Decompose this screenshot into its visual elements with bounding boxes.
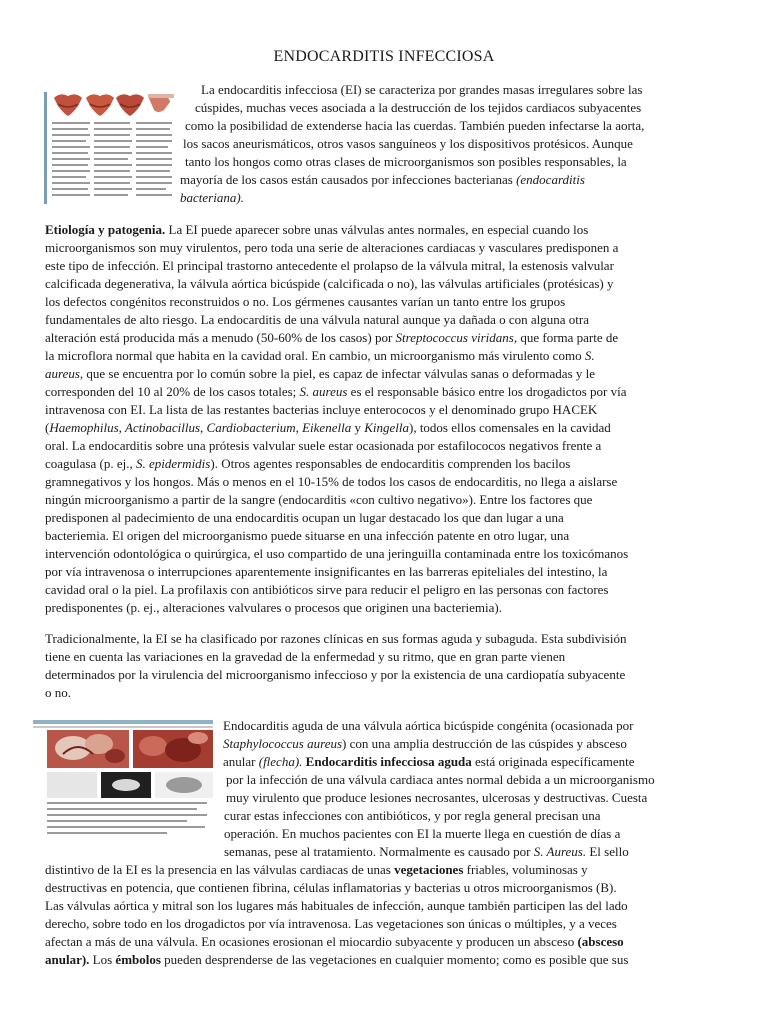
- text-run: por vía intravenosa o interrupciones aparentemente insignificantes en las barreras epiteliales del intestino, la: [45, 564, 608, 579]
- text-run: que se encuentra por lo común sobre la piel, es capaz de infectar válvulas sanas o deformadas y le: [83, 366, 596, 381]
- text-run: ningún microorganismo a partir de la sangre (endocarditis «con cultivo negativo»). Entre los factores que: [45, 492, 593, 507]
- text-line: [45, 437, 725, 455]
- bold-text: Endocarditis infecciosa aguda: [305, 754, 472, 769]
- text-line: [45, 861, 735, 879]
- text-run: los defectos congénitos reconstruidos o no. Los gérmenes causantes varían un tanto entre los grupos: [45, 294, 566, 309]
- text-line: [45, 807, 735, 825]
- text-run: (: [45, 420, 50, 435]
- text-run: es el responsable básico entre los drogadictos por vía: [347, 384, 627, 399]
- text-run: intervención odontológica o quirúrgica, el uso compartido de una jeringuilla contaminada entre los toxicómanos: [45, 546, 629, 561]
- italic-text: Kingella: [364, 420, 409, 435]
- text-line: [45, 753, 735, 771]
- italic-text: (flecha).: [258, 754, 303, 769]
- text-run: friables, voluminosas y: [463, 862, 588, 877]
- text-run: que forma parte de: [517, 330, 619, 345]
- text-run: ). Otros agentes responsables de endocarditis comprenden los bacilos: [210, 456, 571, 471]
- text-run: Tradicionalmente, la EI se ha clasificado por razones clínicas en sus formas aguda y subaguda. Esta subdivisión: [45, 631, 627, 646]
- text-run: este tipo de infección. El principal trastorno antecedente el prolapso de la válvula mitral, la estenosis valvular: [45, 258, 614, 273]
- text-line: [180, 153, 740, 171]
- italic-text: Staphylococcus aureus: [223, 736, 343, 751]
- italic-text: (endocarditis: [516, 172, 585, 187]
- text-line: [45, 684, 725, 702]
- text-run: o no.: [45, 685, 71, 700]
- text-run: Los: [89, 952, 116, 967]
- text-line: [45, 789, 735, 807]
- bold-text: anular).: [45, 952, 90, 967]
- text-run: Endocarditis aguda de una válvula aórtica bicúspide congénita (ocasionada por: [223, 718, 634, 733]
- text-line: [45, 735, 735, 753]
- text-line: [45, 311, 725, 329]
- italic-text: aureus,: [45, 366, 84, 381]
- text-line: [45, 951, 735, 969]
- text-line: [45, 221, 725, 239]
- text-line: [45, 347, 725, 365]
- text-run: curar estas infecciones con antibióticos, y por regla general precisan una: [224, 808, 601, 823]
- text-line: [45, 491, 725, 509]
- text-line: [180, 189, 740, 207]
- text-line: [45, 581, 725, 599]
- text-run: oral. La endocarditis sobre una prótesis valvular suele estar ocasionada por estafilococos negativos frente a: [45, 438, 602, 453]
- text-line: [45, 257, 725, 275]
- text-run: alteración está producida más a menudo (50-60% de los casos) por: [45, 330, 396, 345]
- text-run: la microflora normal que habita en la cavidad oral. En cambio, un microorganismo más virulento como: [45, 348, 585, 363]
- endocarditis-aguda-paragraph: [45, 717, 735, 969]
- text-run: tiene en cuenta las variaciones en la gravedad de la enfermedad y su ritmo, que en gran parte vienen: [45, 649, 566, 664]
- valve-illustration-thumbnail: [44, 84, 178, 204]
- text-run: predisponentes (p. ej., alteraciones valvulares o procesos que originen una bacteriemia).: [45, 600, 502, 615]
- intro-paragraph: [180, 81, 740, 207]
- text-run: pueden desprenderse de las vegetaciones en cualquier momento; como es posible que sus: [160, 952, 629, 967]
- text-line: [45, 527, 725, 545]
- text-line: [180, 117, 740, 135]
- text-line: [45, 843, 735, 861]
- text-run: gramnegativos y los hongos. Más o menos en el 10-15% de todos los casos de endocarditis, no llega a aislarse: [45, 474, 618, 489]
- etiologia-paragraph: [45, 221, 725, 617]
- bold-text: Etiología y patogenia.: [45, 222, 166, 237]
- text-run: predisponen al padecimiento de una endocarditis ocupan un lugar destacado los que dan lugar a una: [45, 510, 564, 525]
- text-line: [45, 365, 725, 383]
- bold-text: émbolos: [115, 952, 161, 967]
- text-run: calcificada degenerativa, la válvula aórtica bicúspide (calcificada o no), las válvulas artificiales (protésicas) y: [45, 276, 614, 291]
- text-run: anular: [223, 754, 259, 769]
- italic-text: bacteriana).: [180, 190, 244, 205]
- text-run: corresponden del 10 al 20% de los casos totales;: [45, 384, 300, 399]
- text-run: La EI puede aparecer sobre unas válvulas antes normales, en especial cuando los: [165, 222, 589, 237]
- text-run: Las válvulas aórtica y mitral son los lugares más habituales de infección, aunque también participen las del lado: [45, 898, 628, 913]
- text-run: coagulasa (p. ej.,: [45, 456, 136, 471]
- text-run: está originada específicamente: [471, 754, 635, 769]
- text-line: [45, 329, 725, 347]
- clasificacion-paragraph: [45, 630, 725, 702]
- bold-text: (absceso: [577, 934, 624, 949]
- text-line: [45, 545, 725, 563]
- text-run: ), todos ellos comensales en la cavidad: [408, 420, 611, 435]
- text-line: [180, 135, 740, 153]
- text-line: [45, 455, 725, 473]
- text-run: El sello: [586, 844, 629, 859]
- text-line: [45, 275, 725, 293]
- text-line: [45, 563, 725, 581]
- text-line: [45, 897, 735, 915]
- text-run: semanas, pese al tratamiento. Normalmente es causado por: [224, 844, 534, 859]
- text-run: los sacos aneurismáticos, otros vasos sanguíneos y los dispositivos protésicos. Aunque: [183, 136, 633, 151]
- text-run: como la posibilidad de extenderse hacia las cuerdas. También pueden infectarse la aorta,: [185, 118, 645, 133]
- text-run: operación. En muchos pacientes con EI la muerte llega en cuestión de días a: [224, 826, 621, 841]
- italic-text: Haemophilus, Actinobacillus, Cardiobacterium, Eikenella: [49, 420, 352, 435]
- italic-text: S. aureus: [299, 384, 348, 399]
- text-run: fundamentales de alto riesgo. La endocarditis de una válvula natural aunque ya dañada o con alguna otra: [45, 312, 589, 327]
- text-line: [45, 717, 735, 735]
- text-line: [45, 825, 735, 843]
- text-line: [45, 915, 735, 933]
- text-run: por la infección de una válvula cardiaca antes normal debida a un microorganismo: [226, 772, 655, 787]
- text-run: distintivo de la EI es la presencia en las válvulas cardiacas de unas: [45, 862, 395, 877]
- text-run: ) con una amplia destrucción de las cúspides y absceso: [342, 736, 627, 751]
- text-line: [45, 383, 725, 401]
- text-line: [180, 81, 740, 99]
- text-line: [45, 666, 725, 684]
- text-line: [45, 401, 725, 419]
- text-run: afectan a más de una válvula. En ocasiones erosionan el miocardio subyacente y producen un absceso: [45, 934, 578, 949]
- italic-text: S. epidermidis: [135, 456, 211, 471]
- text-run: bacteriemia. El origen del microorganismo puede situarse en una infección patente en otro lugar, una: [45, 528, 570, 543]
- text-run: mayoría de los casos están causados por infecciones bacterianas: [180, 172, 517, 187]
- text-line: [45, 599, 725, 617]
- document-title: ENDOCARDITIS INFECCIOSA: [273, 48, 495, 65]
- text-line: [45, 239, 725, 257]
- text-line: [45, 879, 735, 897]
- italic-text: Streptococcus viridans,: [395, 330, 518, 345]
- text-run: determinados por la virulencia del microorganismo infeccioso y por la existencia de una cardiopatía subyacente: [45, 667, 626, 682]
- text-run: tanto los hongos como otras clases de microorganismos son posibles responsables, la: [185, 154, 627, 169]
- text-line: [180, 171, 740, 189]
- text-line: [45, 293, 725, 311]
- text-line: [45, 771, 735, 789]
- text-line: [45, 933, 735, 951]
- italic-text: S. Aureus.: [533, 844, 587, 859]
- italic-text: S.: [584, 348, 595, 363]
- text-run: derecho, sobre todo en los drogadictos por vía intravenosa. Las vegetaciones son únicas o múltiples, y a veces: [45, 916, 617, 931]
- text-run: La endocarditis infecciosa (EI) se caracteriza por grandes masas irregulares sobre las: [201, 82, 643, 97]
- text-line: [45, 473, 725, 491]
- text-line: [45, 648, 725, 666]
- bold-text: vegetaciones: [394, 862, 464, 877]
- text-run: destructivas en potencia, que contienen fibrina, células inflamatorias y bacterias u otros microorganismos (B).: [45, 880, 617, 895]
- text-run: intravenosa con EI. La lista de las restantes bacterias incluye enterococos y el denominado grupo HACEK: [45, 402, 598, 417]
- text-run: muy virulento que produce lesiones necrosantes, ulcerosas y destructivas. Cuesta: [226, 790, 648, 805]
- text-run: cúspides, muchas veces asociada a la destrucción de los tejidos cardiacos subyacentes: [195, 100, 642, 115]
- text-run: y: [351, 420, 365, 435]
- text-line: [180, 99, 740, 117]
- text-run: cavidad oral o la piel. La profilaxis con antibióticos sirve para reducir el peligro en las personas con factores: [45, 582, 609, 597]
- text-run: microorganismos son muy virulentos, pero toda una serie de alteraciones cardiacas y vasculares predisponen a: [45, 240, 619, 255]
- text-line: [45, 630, 725, 648]
- text-line: [45, 419, 725, 437]
- text-line: [45, 509, 725, 527]
